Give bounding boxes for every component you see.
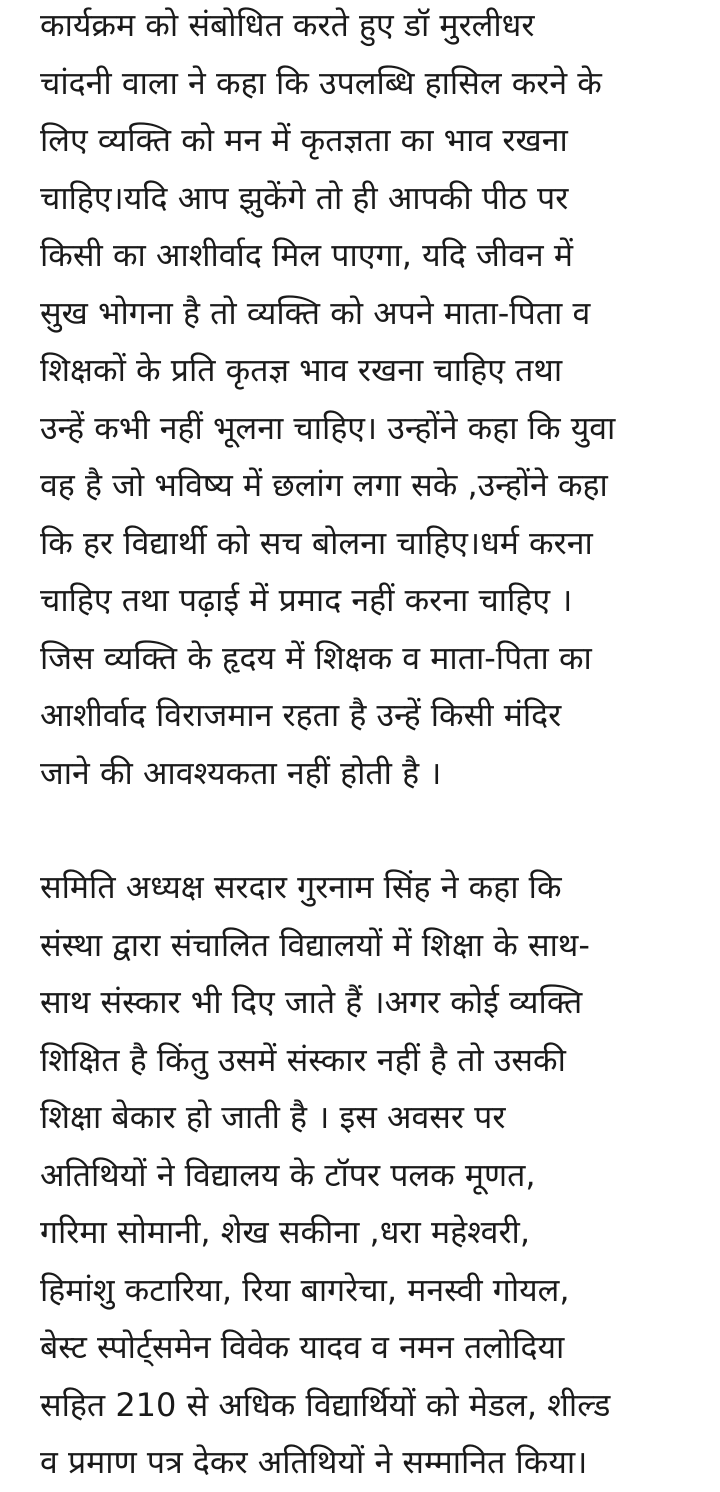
text-line: कि हर विद्यार्थी को सच बोलना चाहिए।धर्म करना	[40, 523, 593, 562]
text-line: साथ संस्कार भी दिए जाते हैं ।अगर कोई व्यक्ति	[40, 983, 583, 1021]
text-line: जाने की आवश्यकता नहीं होती है ।	[40, 753, 442, 792]
text-line: संस्था द्वारा संचालित विद्यालयों में शिक्षा के साथ-	[40, 925, 590, 964]
text-line: शिक्षित है किंतु उसमें संस्कार नहीं है तो उसकी	[40, 1040, 566, 1079]
text-line: कार्यक्रम को संबोधित करते हुए डॉ मुरलीधर	[40, 6, 535, 44]
text-line: उन्हें कभी नहीं भूलना चाहिए। उन्होंने कहा कि युवा	[40, 408, 616, 447]
text-line: समिति अध्यक्ष सरदार गुरनाम सिंह ने कहा कि	[40, 868, 562, 906]
text-line: गरिमा सोमानी, शेख सकीना ,धरा महेश्वरी,	[40, 1213, 531, 1251]
text-line: शिक्षकों के प्रति कृतज्ञ भाव रखना चाहिए तथा	[40, 351, 563, 389]
text-line: आशीर्वाद विराजमान रहता है उन्हें किसी मंदिर	[40, 696, 562, 734]
text-line: बेस्ट स्पोर्ट्समेन विवेक यादव व नमन तलोदिया	[40, 1328, 565, 1366]
paragraph-awards	[40, 859, 698, 1492]
text-line: किसी का आशीर्वाद मिल पाएगा, यदि जीवन में	[40, 236, 573, 274]
text-line: शिक्षा बेकार हो जाती है । इस अवसर पर	[40, 1098, 506, 1136]
text-line: व प्रमाण पत्र देकर अतिथियों ने सम्मानित किया।	[40, 1443, 588, 1481]
text-line: सुख भोगना है तो व्यक्ति को अपने माता-पिता व	[40, 293, 591, 332]
text-line: अतिथियों ने विद्यालय के टॉपर पलक मूणत,	[40, 1155, 536, 1194]
text-line: लिए व्यक्ति को मन में कृतज्ञता का भाव रखना	[40, 121, 568, 159]
text-line: चांदनी वाला ने कहा कि उपलब्धि हासिल करने के	[40, 63, 602, 102]
paragraph-speech	[40, 0, 698, 802]
text-line: जिस व्यक्ति के हृदय में शिक्षक व माता-पिता का	[40, 638, 592, 677]
text-line: चाहिए।यदि आप झुकेंगे तो ही आपकी पीठ पर	[40, 178, 569, 217]
text-line: चाहिए तथा पढ़ाई में प्रमाद नहीं करना चाहिए ।	[40, 581, 573, 619]
text-line: वह है जो भविष्य में छलांग लगा सके ,उन्होंने कहा	[40, 466, 608, 504]
text-line: सहित 210 से अधिक विद्यार्थियों को मेडल, शील्ड	[40, 1385, 611, 1424]
text-line: हिमांशु कटारिया, रिया बागरेचा, मनस्वी गोयल,	[40, 1270, 570, 1309]
